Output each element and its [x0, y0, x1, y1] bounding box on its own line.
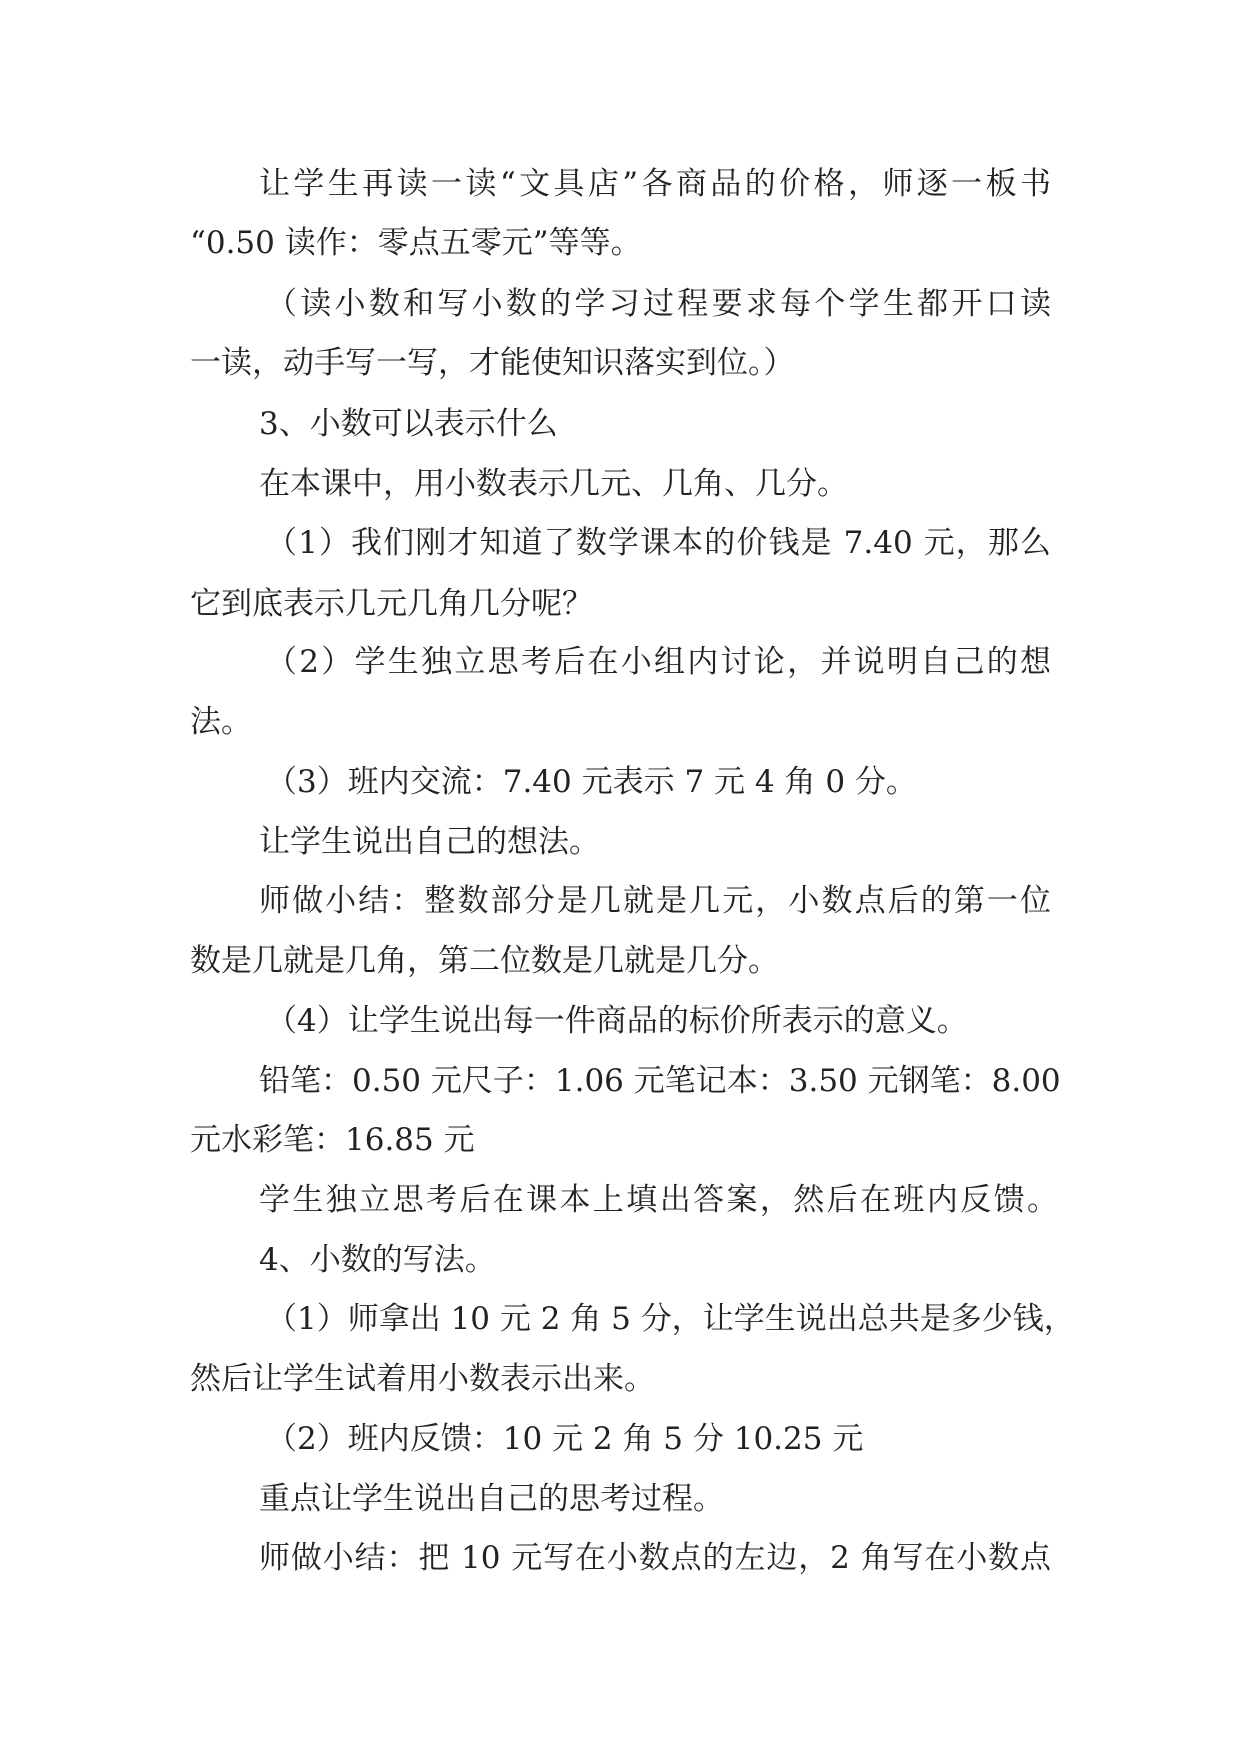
text-line: 铅笔：0.50 元尺子：1.06 元笔记本：3.50 元钢笔：8.00 [259, 1063, 1061, 1099]
text-line: （1）我们刚才知道了数学课本的价钱是 7.40 元，那么 [266, 525, 1051, 561]
text-line: 元水彩笔：16.85 元 [190, 1122, 475, 1158]
text-line: 数是几就是几角，第二位数是几就是几分。 [190, 943, 779, 979]
text-line: 师做小结：把 10 元写在小数点的左边，2 角写在小数点 [259, 1540, 1051, 1576]
text-line: “0.50 读作：零点五零元”等等。 [190, 225, 642, 261]
text-line: 在本课中，用小数表示几元、几角、几分。 [259, 466, 848, 502]
text-line: 学生独立思考后在课本上填出答案，然后在班内反馈。 [259, 1182, 1058, 1218]
text-line: 法。 [190, 704, 252, 740]
text-line: （3）班内交流：7.40 元表示 7 元 4 角 0 分。 [266, 764, 917, 800]
text-line: 让学生说出自己的想法。 [259, 824, 600, 860]
text-line: （4）让学生说出每一件商品的标价所表示的意义。 [266, 1003, 968, 1039]
text-line: 重点让学生说出自己的思考过程。 [259, 1481, 724, 1517]
text-line: 师做小结：整数部分是几就是几元，小数点后的第一位 [259, 883, 1051, 919]
text-line: （2）班内反馈：10 元 2 角 5 分 10.25 元 [266, 1421, 864, 1457]
text-line: （读小数和写小数的学习过程要求每个学生都开口读 [266, 286, 1051, 322]
section-heading: 3、小数可以表示什么 [259, 406, 558, 442]
text-line: 让学生再读一读“文具店”各商品的价格，师逐一板书 [259, 166, 1051, 202]
text-line: （2）学生独立思考后在小组内讨论，并说明自己的想 [266, 644, 1051, 680]
section-heading: 4、小数的写法。 [259, 1242, 496, 1278]
text-line: 然后让学生试着用小数表示出来。 [190, 1361, 655, 1397]
text-line: （1）师拿出 10 元 2 角 5 分，让学生说出总共是多少钱， [266, 1301, 1075, 1337]
text-line: 它到底表示几元几角几分呢？ [190, 586, 593, 622]
text-line: 一读，动手写一写，才能使知识落实到位。） [190, 345, 795, 381]
